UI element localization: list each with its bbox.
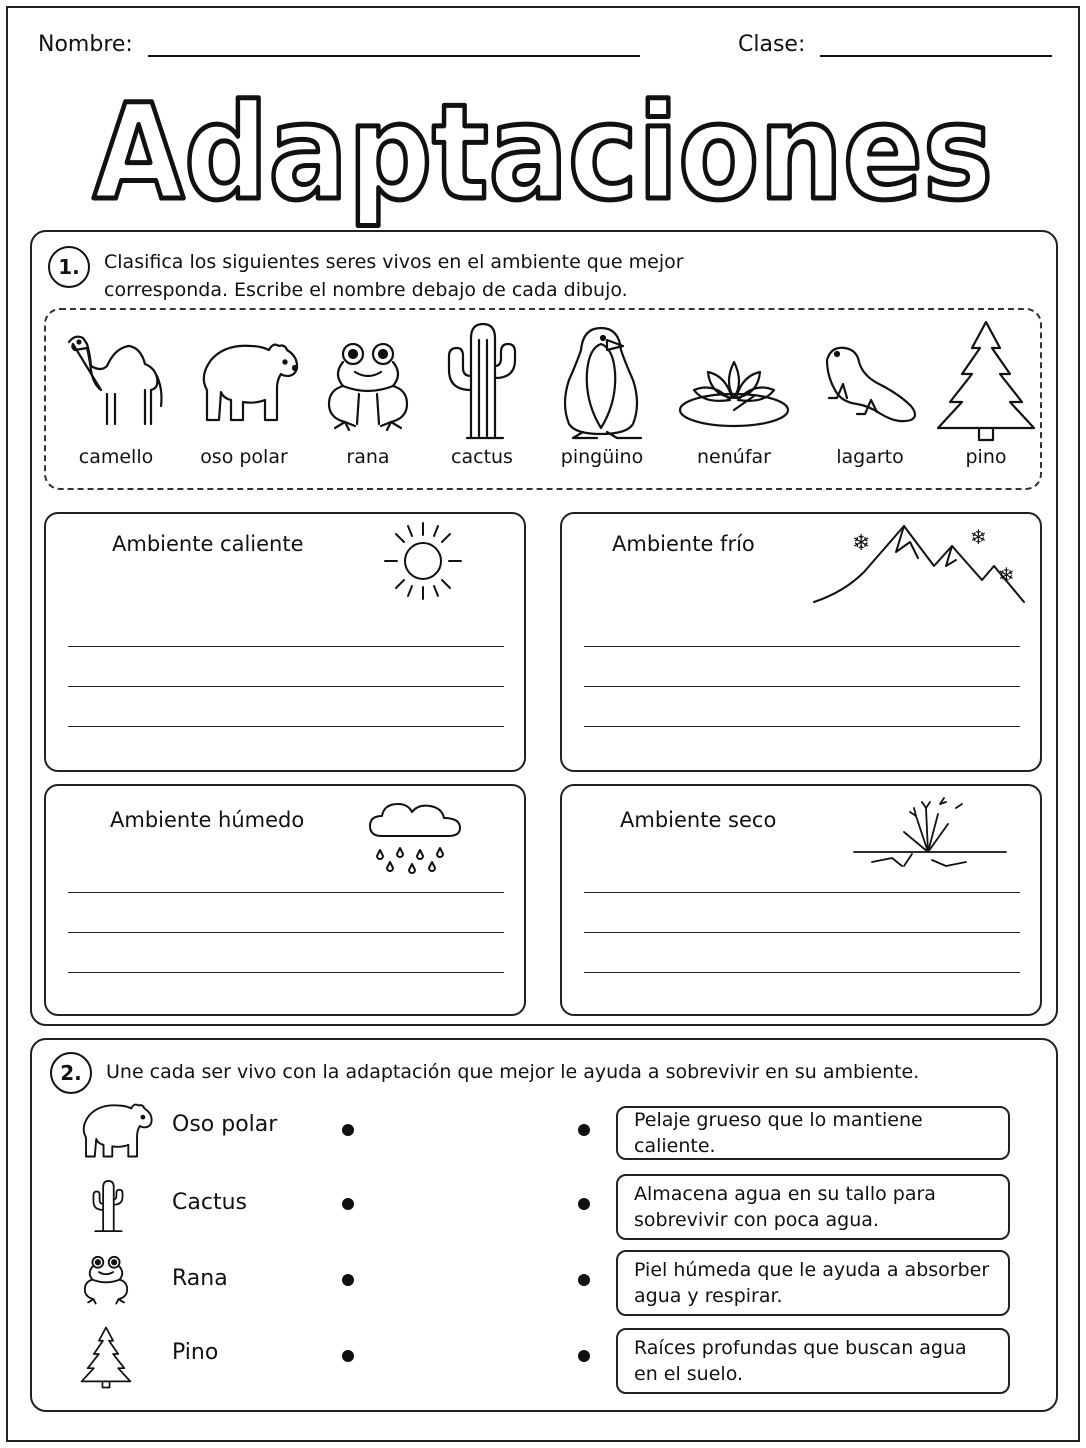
item-label: lagarto bbox=[836, 446, 904, 468]
class-label: Clase: bbox=[738, 32, 806, 57]
item-label: rana bbox=[346, 446, 390, 468]
name-field[interactable] bbox=[38, 32, 640, 57]
write-line[interactable] bbox=[584, 646, 1020, 647]
section-2-instruction: Une cada ser vivo con la adaptación que mejor le ayuda a sobrevivir en su ambiente. bbox=[106, 1061, 920, 1083]
item-label: oso polar bbox=[200, 446, 288, 468]
write-line[interactable] bbox=[68, 686, 504, 687]
polar-bear-icon bbox=[185, 324, 303, 442]
match-dot-left[interactable] bbox=[342, 1124, 354, 1136]
adaptation-text-line-2: sobrevivir con poca agua. bbox=[634, 1209, 879, 1231]
match-dot-left[interactable] bbox=[342, 1274, 354, 1286]
adaptation-text-line-2: agua y respirar. bbox=[634, 1285, 783, 1307]
match-row-polar-bear bbox=[70, 1098, 1010, 1164]
being-name: Oso polar bbox=[172, 1112, 278, 1137]
adaptation-box bbox=[616, 1174, 1010, 1240]
dry-plant-icon bbox=[852, 796, 1008, 876]
instruction-line-2: corresponda. Escribe el nombre debajo de cada dibujo. bbox=[104, 279, 628, 301]
class-line[interactable] bbox=[820, 55, 1052, 57]
write-line[interactable] bbox=[584, 686, 1020, 687]
match-dot-right[interactable] bbox=[578, 1350, 590, 1362]
write-line[interactable] bbox=[68, 972, 504, 973]
name-line[interactable] bbox=[148, 55, 640, 57]
write-line[interactable] bbox=[68, 932, 504, 933]
adaptation-box bbox=[616, 1328, 1010, 1394]
item-label: pino bbox=[965, 446, 1007, 468]
worksheet-title bbox=[60, 70, 1026, 230]
env-title-cold: Ambiente frío bbox=[612, 532, 755, 556]
env-title-dry: Ambiente seco bbox=[620, 808, 777, 832]
living-things-box bbox=[44, 308, 1042, 490]
camel-icon bbox=[57, 324, 175, 442]
item-pine bbox=[926, 318, 1046, 468]
water-lily-icon bbox=[675, 324, 793, 442]
polar-bear-icon bbox=[70, 1098, 156, 1164]
match-dot-right[interactable] bbox=[578, 1124, 590, 1136]
item-label: camello bbox=[78, 446, 154, 468]
frog-icon bbox=[74, 1246, 138, 1310]
adaptation-box bbox=[616, 1250, 1010, 1316]
item-lizard bbox=[810, 324, 930, 468]
section-1-number: 1. bbox=[48, 246, 90, 288]
snowy-mountains-icon bbox=[812, 520, 1028, 606]
write-line[interactable] bbox=[584, 892, 1020, 893]
item-penguin bbox=[542, 324, 662, 468]
cactus-icon bbox=[423, 320, 541, 442]
write-line[interactable] bbox=[68, 726, 504, 727]
env-box-humid bbox=[44, 784, 526, 1016]
adaptation-text-line-1: Piel húmeda que le ayuda a absorber bbox=[634, 1259, 990, 1281]
env-box-dry bbox=[560, 784, 1042, 1016]
section-2-number: 2. bbox=[50, 1052, 92, 1094]
match-dot-left[interactable] bbox=[342, 1198, 354, 1210]
frog-icon bbox=[309, 324, 427, 442]
pine-tree-icon bbox=[927, 318, 1045, 442]
match-row-pine bbox=[70, 1318, 1010, 1398]
write-line[interactable] bbox=[68, 646, 504, 647]
env-title-humid: Ambiente húmedo bbox=[110, 808, 305, 832]
being-name: Cactus bbox=[172, 1190, 247, 1215]
penguin-icon bbox=[543, 324, 661, 442]
being-name: Pino bbox=[172, 1340, 219, 1365]
match-dot-right[interactable] bbox=[578, 1198, 590, 1210]
adaptation-box bbox=[616, 1106, 1010, 1160]
item-frog bbox=[308, 324, 428, 468]
match-row-cactus bbox=[70, 1170, 1010, 1240]
being-name: Rana bbox=[172, 1266, 228, 1291]
write-line[interactable] bbox=[584, 932, 1020, 933]
svg-text:❄: ❄ bbox=[998, 563, 1015, 587]
pine-tree-icon bbox=[76, 1318, 136, 1396]
section-1 bbox=[30, 230, 1058, 1026]
item-label: cactus bbox=[451, 446, 513, 468]
svg-text:❄: ❄ bbox=[852, 531, 871, 556]
svg-text:❄: ❄ bbox=[970, 525, 987, 549]
item-cactus bbox=[422, 320, 542, 468]
env-box-hot bbox=[44, 512, 526, 772]
lizard-icon bbox=[811, 324, 929, 442]
env-box-cold bbox=[560, 512, 1042, 772]
item-camel bbox=[56, 324, 176, 468]
item-polar-bear bbox=[184, 324, 304, 468]
item-label: nenúfar bbox=[697, 446, 771, 468]
adaptation-text: Pelaje grueso que lo mantiene caliente. bbox=[634, 1109, 923, 1157]
env-title-hot: Ambiente caliente bbox=[112, 532, 304, 556]
instruction-line-1: Clasifica los siguientes seres vivos en el ambiente que mejor bbox=[104, 251, 684, 273]
adaptation-text-line-1: Raíces profundas que buscan agua bbox=[634, 1337, 967, 1359]
write-line[interactable] bbox=[68, 892, 504, 893]
name-label: Nombre: bbox=[38, 32, 133, 57]
item-label: pingüino bbox=[560, 446, 644, 468]
match-dot-right[interactable] bbox=[578, 1274, 590, 1286]
title-text: Adaptaciones bbox=[93, 76, 993, 230]
match-dot-left[interactable] bbox=[342, 1350, 354, 1362]
section-1-instruction bbox=[104, 248, 684, 304]
item-water-lily bbox=[674, 324, 794, 468]
match-row-frog bbox=[70, 1246, 1010, 1316]
class-field[interactable] bbox=[738, 32, 1052, 57]
adaptation-text-line-1: Almacena agua en su tallo para bbox=[634, 1183, 936, 1205]
write-line[interactable] bbox=[584, 972, 1020, 973]
write-line[interactable] bbox=[584, 726, 1020, 727]
adaptation-text-line-2: en el suelo. bbox=[634, 1363, 744, 1385]
sun-icon bbox=[380, 518, 466, 604]
rain-cloud-icon bbox=[368, 800, 474, 876]
cactus-icon bbox=[82, 1172, 134, 1240]
